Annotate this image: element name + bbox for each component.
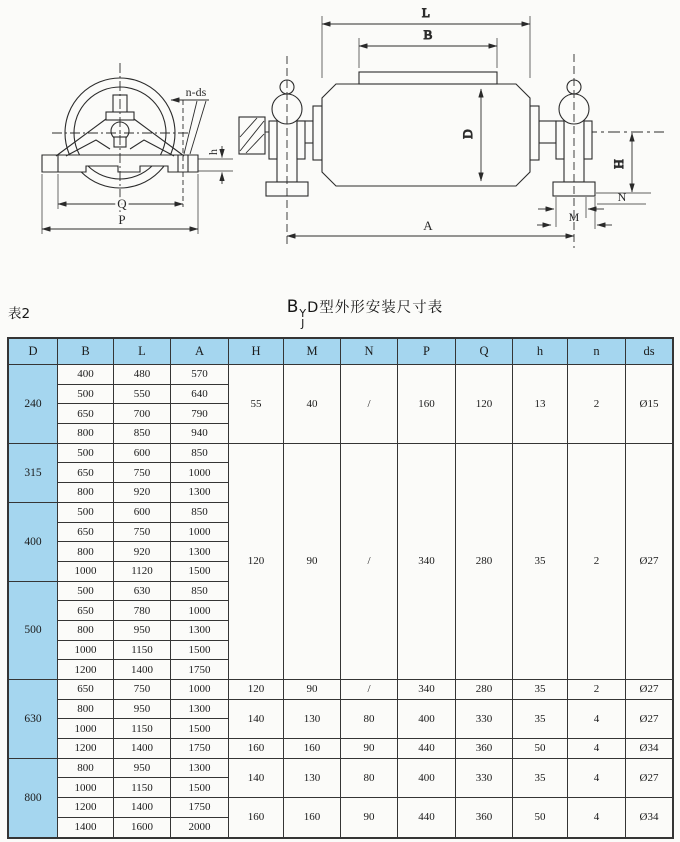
diameter-cell: 240 bbox=[9, 365, 58, 444]
spec-cell: 35 bbox=[513, 758, 568, 797]
spec-cell: 4 bbox=[568, 798, 626, 837]
table-cell: 1600 bbox=[114, 817, 171, 837]
table-cell: 1500 bbox=[171, 719, 229, 739]
spec-cell: 120 bbox=[229, 443, 284, 679]
table-cell: 1750 bbox=[171, 660, 229, 680]
spec-cell: 340 bbox=[398, 680, 456, 700]
side-view-drawing bbox=[239, 5, 664, 248]
table-cell: 500 bbox=[58, 581, 114, 601]
column-header: n bbox=[568, 339, 626, 365]
spec-cell: 40 bbox=[284, 365, 341, 444]
spec-cell: Ø27 bbox=[626, 443, 673, 679]
table-cell: 1000 bbox=[58, 640, 114, 660]
spec-cell: Ø34 bbox=[626, 798, 673, 837]
table-cell: 800 bbox=[58, 424, 114, 444]
diameter-cell: 800 bbox=[9, 758, 58, 837]
dim-label-a: A bbox=[423, 218, 433, 233]
spec-cell: 120 bbox=[456, 365, 513, 444]
table-cell: 1400 bbox=[58, 817, 114, 837]
column-header: N bbox=[341, 339, 398, 365]
table-title bbox=[0, 296, 680, 329]
spec-cell: Ø27 bbox=[626, 680, 673, 700]
spec-cell: / bbox=[341, 365, 398, 444]
table-row bbox=[9, 798, 673, 818]
table-cell: 1000 bbox=[171, 601, 229, 621]
table-cell: 1200 bbox=[58, 798, 114, 818]
spec-cell: 2 bbox=[568, 365, 626, 444]
table-cell: 780 bbox=[114, 601, 171, 621]
spec-cell: 4 bbox=[568, 739, 626, 759]
spec-cell: 4 bbox=[568, 758, 626, 797]
table-cell: 570 bbox=[171, 365, 229, 385]
spec-cell: 35 bbox=[513, 680, 568, 700]
diameter-cell: 500 bbox=[9, 581, 58, 679]
dim-label-q: Q bbox=[117, 196, 127, 211]
spec-cell: 140 bbox=[229, 758, 284, 797]
table-cell: 1400 bbox=[114, 739, 171, 759]
column-header: P bbox=[398, 339, 456, 365]
spec-cell: 90 bbox=[341, 798, 398, 837]
spec-cell: 340 bbox=[398, 443, 456, 679]
caption-row bbox=[0, 294, 680, 330]
table-cell: 1150 bbox=[114, 778, 171, 798]
dim-label-h-small: h bbox=[206, 149, 220, 155]
spec-cell: 2 bbox=[568, 680, 626, 700]
drawing-canvas bbox=[0, 0, 680, 292]
spec-cell: 50 bbox=[513, 798, 568, 837]
table-cell: 650 bbox=[58, 404, 114, 424]
table-cell: 1300 bbox=[171, 758, 229, 778]
table-cell: 500 bbox=[58, 502, 114, 522]
diameter-cell: 400 bbox=[9, 502, 58, 581]
spec-cell: 160 bbox=[284, 739, 341, 759]
table-number-label: 表2 bbox=[8, 306, 31, 322]
table-cell: 1300 bbox=[171, 542, 229, 562]
table-cell: 1150 bbox=[114, 719, 171, 739]
spec-cell: 4 bbox=[568, 699, 626, 738]
spec-cell: 160 bbox=[229, 798, 284, 837]
spec-cell: 90 bbox=[284, 680, 341, 700]
spec-cell: 80 bbox=[341, 758, 398, 797]
column-header: ds bbox=[626, 339, 673, 365]
column-header: h bbox=[513, 339, 568, 365]
spec-cell: 160 bbox=[229, 739, 284, 759]
title-suffix: D型外形安装尺寸表 bbox=[307, 300, 444, 316]
spec-cell: 440 bbox=[398, 798, 456, 837]
dim-label-l: L bbox=[422, 5, 430, 20]
table-cell: 1300 bbox=[171, 699, 229, 719]
spec-cell: 440 bbox=[398, 739, 456, 759]
table-row bbox=[9, 680, 673, 700]
table-cell: 400 bbox=[58, 365, 114, 385]
table-cell: 790 bbox=[171, 404, 229, 424]
column-header: H bbox=[229, 339, 284, 365]
spec-cell: 280 bbox=[456, 443, 513, 679]
spec-cell: 140 bbox=[229, 699, 284, 738]
table-cell: 1500 bbox=[171, 561, 229, 581]
table-cell: 2000 bbox=[171, 817, 229, 837]
drum-lagging bbox=[359, 72, 497, 84]
table-cell: 850 bbox=[171, 443, 229, 463]
spec-cell: 80 bbox=[341, 699, 398, 738]
dim-label-h: H bbox=[611, 159, 626, 169]
spec-cell: 35 bbox=[513, 443, 568, 679]
column-header: M bbox=[284, 339, 341, 365]
table-cell: 650 bbox=[58, 463, 114, 483]
table-cell: 1200 bbox=[58, 660, 114, 680]
spec-cell: 400 bbox=[398, 758, 456, 797]
table-row bbox=[9, 365, 673, 385]
front-view-drawing bbox=[42, 63, 233, 234]
dim-label-p: P bbox=[118, 212, 126, 227]
table-cell: 1000 bbox=[58, 561, 114, 581]
table-cell: 1120 bbox=[114, 561, 171, 581]
spec-cell: 55 bbox=[229, 365, 284, 444]
table-cell: 850 bbox=[171, 581, 229, 601]
title-yj-stack bbox=[299, 309, 306, 329]
table-cell: 650 bbox=[58, 680, 114, 700]
table-cell: 600 bbox=[114, 502, 171, 522]
spec-cell: 120 bbox=[229, 680, 284, 700]
spec-cell: 90 bbox=[284, 443, 341, 679]
table-cell: 920 bbox=[114, 542, 171, 562]
bracket-arm-left bbox=[56, 119, 106, 156]
table-cell: 650 bbox=[58, 522, 114, 542]
table-cell: 850 bbox=[171, 502, 229, 522]
table-row bbox=[9, 443, 673, 463]
table-cell: 1000 bbox=[171, 680, 229, 700]
table-cell: 1500 bbox=[171, 640, 229, 660]
table-cell: 800 bbox=[58, 699, 114, 719]
table-cell: 550 bbox=[114, 384, 171, 404]
table-cell: 1200 bbox=[58, 739, 114, 759]
drum-body bbox=[322, 84, 530, 186]
table-cell: 950 bbox=[114, 758, 171, 778]
dim-label-n: N bbox=[617, 190, 627, 204]
table-cell: 480 bbox=[114, 365, 171, 385]
table-cell: 750 bbox=[114, 522, 171, 542]
table-cell: 920 bbox=[114, 483, 171, 503]
technical-drawings bbox=[0, 0, 680, 292]
column-header: L bbox=[114, 339, 171, 365]
title-prefix: B bbox=[286, 297, 299, 317]
table-cell: 1300 bbox=[171, 620, 229, 640]
title-sub: J bbox=[301, 317, 305, 330]
spec-cell: 360 bbox=[456, 798, 513, 837]
spec-cell: 280 bbox=[456, 680, 513, 700]
table-cell: 950 bbox=[114, 699, 171, 719]
spec-cell: Ø27 bbox=[626, 758, 673, 797]
table-cell: 940 bbox=[171, 424, 229, 444]
spec-cell: 130 bbox=[284, 758, 341, 797]
spec-cell: 35 bbox=[513, 699, 568, 738]
table-cell: 1750 bbox=[171, 739, 229, 759]
table-cell: 1000 bbox=[58, 719, 114, 739]
bearing-stand-left bbox=[266, 56, 308, 248]
column-header: B bbox=[58, 339, 114, 365]
spec-cell: 50 bbox=[513, 739, 568, 759]
spec-cell: 330 bbox=[456, 758, 513, 797]
spec-cell: / bbox=[341, 680, 398, 700]
table-cell: 1150 bbox=[114, 640, 171, 660]
dim-label-m: M bbox=[568, 210, 580, 224]
spec-cell: Ø34 bbox=[626, 739, 673, 759]
table-cell: 630 bbox=[114, 581, 171, 601]
diameter-cell: 630 bbox=[9, 680, 58, 759]
column-header: D bbox=[9, 339, 58, 365]
spec-cell: / bbox=[341, 443, 398, 679]
spec-cell: 130 bbox=[284, 699, 341, 738]
spec-cell: 160 bbox=[284, 798, 341, 837]
spec-cell: 400 bbox=[398, 699, 456, 738]
dim-label-d: D bbox=[460, 129, 475, 139]
spec-cell: Ø27 bbox=[626, 699, 673, 738]
table-cell: 500 bbox=[58, 443, 114, 463]
table-cell: 850 bbox=[114, 424, 171, 444]
table-cell: 650 bbox=[58, 601, 114, 621]
column-header: Q bbox=[456, 339, 513, 365]
dim-label-b: B bbox=[423, 27, 433, 42]
table-cell: 800 bbox=[58, 542, 114, 562]
dim-label-n-ds: n-ds bbox=[185, 85, 207, 99]
table-cell: 800 bbox=[58, 758, 114, 778]
dimension-table bbox=[8, 338, 673, 838]
column-header: A bbox=[171, 339, 229, 365]
table-cell: 640 bbox=[171, 384, 229, 404]
spec-cell: 330 bbox=[456, 699, 513, 738]
table-row bbox=[9, 739, 673, 759]
title-sup: Y bbox=[299, 307, 307, 320]
table-cell: 750 bbox=[114, 680, 171, 700]
spec-cell: 90 bbox=[341, 739, 398, 759]
spec-cell: 13 bbox=[513, 365, 568, 444]
table-cell: 1000 bbox=[171, 522, 229, 542]
table-cell: 800 bbox=[58, 620, 114, 640]
table-cell: 1500 bbox=[171, 778, 229, 798]
table-cell: 500 bbox=[58, 384, 114, 404]
diameter-cell: 315 bbox=[9, 443, 58, 502]
bracket-arm-right bbox=[134, 119, 184, 156]
table-cell: 1400 bbox=[114, 660, 171, 680]
table-cell: 1750 bbox=[171, 798, 229, 818]
wall-block bbox=[239, 117, 265, 154]
spec-cell: 360 bbox=[456, 739, 513, 759]
table-cell: 950 bbox=[114, 620, 171, 640]
spec-cell: 2 bbox=[568, 443, 626, 679]
table-cell: 600 bbox=[114, 443, 171, 463]
table-cell: 750 bbox=[114, 463, 171, 483]
table-cell: 1400 bbox=[114, 798, 171, 818]
spec-cell: Ø15 bbox=[626, 365, 673, 444]
spec-cell: 160 bbox=[398, 365, 456, 444]
table-row bbox=[9, 758, 673, 778]
table-cell: 1000 bbox=[171, 463, 229, 483]
table-cell: 1000 bbox=[58, 778, 114, 798]
header-row bbox=[9, 339, 673, 365]
table-cell: 700 bbox=[114, 404, 171, 424]
table-row bbox=[9, 699, 673, 719]
table-cell: 1300 bbox=[171, 483, 229, 503]
table-cell: 800 bbox=[58, 483, 114, 503]
